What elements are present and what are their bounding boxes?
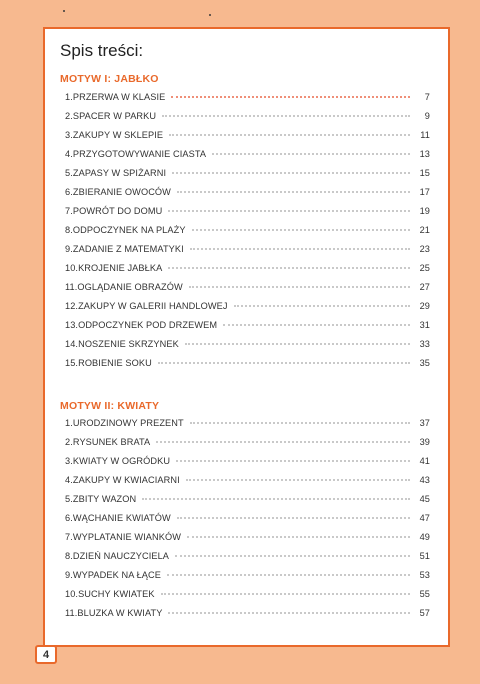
toc-entry-title: PRZERWA W KLASIE (72, 92, 166, 102)
toc-entry[interactable] (65, 358, 430, 377)
toc-list-section-2 (65, 418, 430, 627)
toc-entry-page: 7 (424, 92, 430, 102)
toc-entry-leader (176, 460, 410, 462)
page-number-badge (35, 645, 57, 664)
toc-entry-page: 31 (419, 320, 430, 330)
toc-entry[interactable] (65, 418, 430, 437)
toc-entry-page: 15 (419, 168, 430, 178)
toc-entry-leader (192, 229, 410, 231)
toc-entry-title: PRZYGOTOWYWANIE CIASTA (72, 149, 207, 159)
toc-entry-number: 4. (65, 475, 73, 485)
toc-entry[interactable] (65, 149, 430, 168)
toc-entry-title: RYSUNEK BRATA (72, 437, 151, 447)
toc-entry-title: ZAPASY W SPIŻARNI (72, 168, 167, 178)
page-title: Spis treści: (60, 41, 144, 60)
toc-entry-page: 27 (419, 282, 430, 292)
toc-entry-leader (161, 593, 410, 595)
toc-entry[interactable] (65, 589, 430, 608)
toc-entry[interactable] (65, 282, 430, 301)
toc-entry[interactable] (65, 206, 430, 225)
toc-entry-leader (168, 612, 410, 614)
speck (209, 14, 211, 16)
toc-entry-title: OGLĄDANIE OBRAZÓW (77, 282, 183, 292)
toc-entry-number: 6. (65, 187, 73, 197)
scan-specks (0, 8, 480, 18)
toc-entry-page: 35 (419, 358, 430, 368)
toc-entry-page: 47 (419, 513, 430, 523)
toc-entry-page: 33 (419, 339, 430, 349)
toc-entry-number: 6. (65, 513, 73, 523)
toc-entry-page: 25 (419, 263, 430, 273)
toc-entry-title: WYPADEK NA ŁĄCE (72, 570, 161, 580)
toc-entry-title: KWIATY W OGRÓDKU (72, 456, 171, 466)
toc-entry[interactable] (65, 320, 430, 339)
toc-entry-title: SPACER W PARKU (72, 111, 157, 121)
toc-entry-page: 37 (419, 418, 430, 428)
toc-entry-page: 51 (419, 551, 430, 561)
toc-entry[interactable] (65, 551, 430, 570)
toc-entry-number: 2. (65, 437, 73, 447)
toc-entry-page: 43 (419, 475, 430, 485)
toc-entry-number: 2. (65, 111, 73, 121)
toc-entry-title: URODZINOWY PREZENT (72, 418, 184, 428)
toc-entry-leader (177, 517, 410, 519)
toc-entry-leader (212, 153, 410, 155)
toc-entry-number: 8. (65, 225, 73, 235)
toc-entry[interactable] (65, 456, 430, 475)
toc-entry[interactable] (65, 168, 430, 187)
toc-entry-leader (190, 422, 410, 424)
toc-entry[interactable] (65, 244, 430, 263)
toc-entry[interactable] (65, 608, 430, 627)
toc-entry-leader (168, 267, 410, 269)
toc-entry-title: ZADANIE Z MATEMATYKI (72, 244, 184, 254)
toc-entry-number: 1. (65, 418, 73, 428)
toc-entry-title: ZAKUPY W SKLEPIE (72, 130, 164, 140)
toc-entry[interactable] (65, 301, 430, 320)
toc-entry-title: SUCHY KWIATEK (78, 589, 155, 599)
toc-entry-page: 19 (419, 206, 430, 216)
toc-entry-leader (189, 286, 410, 288)
toc-entry-leader (172, 172, 410, 174)
toc-entry-page: 17 (419, 187, 430, 197)
toc-entry-title: BLUZKA W KWIATY (77, 608, 163, 618)
toc-entry[interactable] (65, 475, 430, 494)
toc-entry-number: 4. (65, 149, 73, 159)
toc-entry-page: 57 (419, 608, 430, 618)
toc-entry[interactable] (65, 130, 430, 149)
toc-entry[interactable] (65, 111, 430, 130)
page-number: 4 (42, 648, 50, 661)
toc-entry-number: 5. (65, 494, 73, 504)
toc-entry-page: 9 (424, 111, 430, 121)
toc-entry-page: 13 (419, 149, 430, 159)
toc-entry-leader (169, 134, 410, 136)
speck (63, 10, 65, 12)
toc-entry-title: ODPOCZYNEK POD DRZEWEM (78, 320, 218, 330)
toc-entry-number: 9. (65, 570, 73, 580)
toc-entry-title: POWRÓT DO DOMU (72, 206, 163, 216)
toc-entry-page: 29 (419, 301, 430, 311)
toc-entry-title: ZBITY WAZON (72, 494, 137, 504)
toc-entry-page: 49 (419, 532, 430, 542)
toc-entry-leader (167, 574, 410, 576)
toc-entry-leader (156, 441, 410, 443)
toc-list-section-1 (65, 92, 430, 377)
toc-entry-leader (177, 191, 410, 193)
toc-entry-number: 8. (65, 551, 73, 561)
toc-entry[interactable] (65, 532, 430, 551)
toc-entry-number: 1. (65, 92, 73, 102)
toc-entry-title: DZIEŃ NAUCZYCIELA (72, 551, 170, 561)
toc-entry-page: 53 (419, 570, 430, 580)
toc-entry[interactable] (65, 437, 430, 456)
toc-entry-page: 39 (419, 437, 430, 447)
toc-entry-leader (190, 248, 410, 250)
toc-entry-number: 11. (65, 608, 78, 618)
toc-entry-title: ZAKUPY W GALERII HANDLOWEJ (78, 301, 228, 311)
toc-entry-leader (223, 324, 410, 326)
toc-entry[interactable] (65, 570, 430, 589)
toc-entry-leader (142, 498, 410, 500)
section-heading-1: MOTYW I: JABŁKO (60, 73, 159, 85)
toc-entry-leader (175, 555, 410, 557)
toc-entry-leader (168, 210, 410, 212)
toc-entry-page: 41 (419, 456, 430, 466)
toc-entry-title: ZAKUPY W KWIACIARNI (72, 475, 180, 485)
toc-entry-number: 3. (65, 130, 73, 140)
toc-entry-title: KROJENIE JABŁKA (78, 263, 163, 273)
toc-entry-leader (234, 305, 410, 307)
toc-entry[interactable] (65, 225, 430, 244)
toc-entry[interactable] (65, 513, 430, 532)
toc-entry-leader (171, 96, 410, 98)
section-heading-2: MOTYW II: KWIATY (60, 400, 160, 412)
toc-entry-number: 14. (65, 339, 79, 349)
toc-entry-number: 13. (65, 320, 79, 330)
toc-entry-number: 10. (65, 589, 79, 599)
toc-entry[interactable] (65, 92, 430, 111)
toc-entry-leader (186, 479, 410, 481)
toc-entry-number: 12. (65, 301, 79, 311)
toc-entry-number: 11. (65, 282, 78, 292)
toc-entry[interactable] (65, 339, 430, 358)
toc-entry[interactable] (65, 187, 430, 206)
toc-entry-page: 45 (419, 494, 430, 504)
toc-panel (43, 27, 450, 647)
toc-entry-page: 21 (419, 225, 430, 235)
toc-entry-number: 9. (65, 244, 73, 254)
toc-entry-page: 55 (419, 589, 430, 599)
toc-entry-page: 11 (420, 130, 430, 140)
toc-entry-leader (187, 536, 410, 538)
toc-entry-page: 23 (419, 244, 430, 254)
toc-entry-number: 7. (65, 532, 73, 542)
toc-entry-title: WĄCHANIE KWIATÓW (72, 513, 171, 523)
toc-entry-title: ROBIENIE SOKU (78, 358, 152, 368)
toc-entry-title: NOSZENIE SKRZYNEK (78, 339, 179, 349)
toc-entry-title: WYPLATANIE WIANKÓW (72, 532, 182, 542)
toc-entry-number: 7. (65, 206, 73, 216)
toc-entry-number: 10. (65, 263, 79, 273)
toc-entry-leader (162, 115, 410, 117)
toc-entry-number: 3. (65, 456, 73, 466)
toc-entry[interactable] (65, 263, 430, 282)
toc-entry-number: 5. (65, 168, 73, 178)
toc-entry-title: ODPOCZYNEK NA PLAŻY (72, 225, 186, 235)
toc-entry-number: 15. (65, 358, 79, 368)
toc-entry[interactable] (65, 494, 430, 513)
toc-entry-leader (158, 362, 410, 364)
toc-entry-leader (185, 343, 410, 345)
toc-entry-title: ZBIERANIE OWOCÓW (72, 187, 171, 197)
